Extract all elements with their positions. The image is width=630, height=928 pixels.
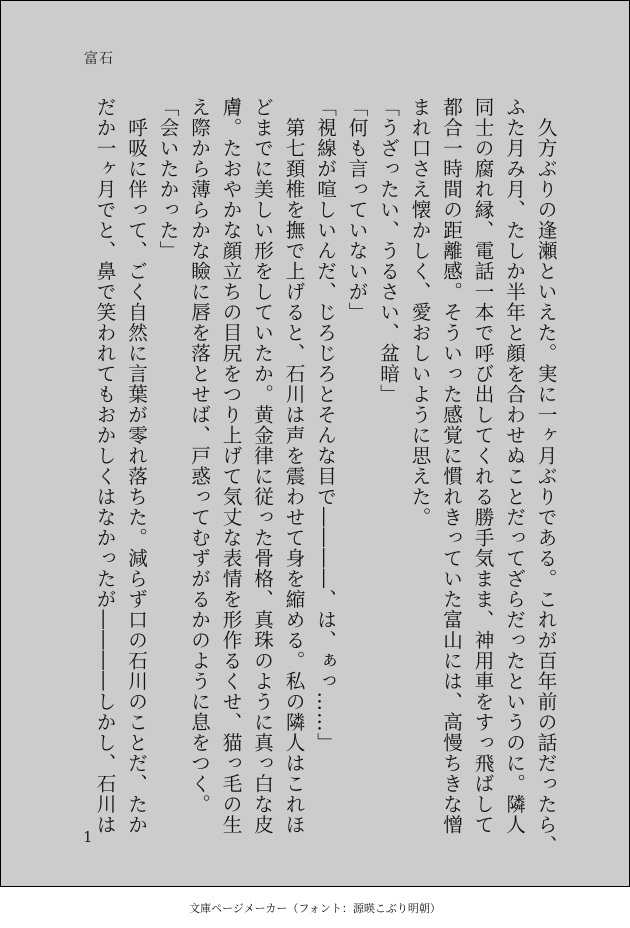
text-line: 同士の腐れ縁、電話一本で呼び出してくれる勝手気まま、神用車をすっ飛ばして (471, 97, 494, 835)
text-line: 「会いたかった」 (156, 97, 179, 261)
text-line: 都合一時間の距離感。そういった感覚に慣れきっていた富山には、高慢ちきな憎 (439, 97, 463, 835)
text-line: 久方ぶりの逢瀬といえた。実に一ヶ月ぶりである。これが百年前の話だったら、 (534, 97, 557, 856)
text-line: まれ口さえ懐かしく、愛おしいように思えた。 (408, 97, 431, 528)
text-line: 第七頚椎を撫で上げると、石川は声を震わせて身を縮める。私の隣人はこれほ (282, 97, 305, 835)
text-line: 「うざったい、うるさい、盆暗」 (376, 97, 400, 405)
vertical-body-text (89, 97, 562, 856)
footer-credit: 文庫ページメーカー（フォント：源暎こぶり明朝） (189, 902, 441, 915)
text-line: ふた月み月、たしか半年と顔を合わせぬことだってざらだったというのに。隣人 (502, 97, 526, 835)
text-line: 「視線が喧しいんだ、じろじろとそんな目で――――、は、ぁっ……」 (313, 97, 337, 753)
text-line: どまでに美しい形をしていたか。黄金律に従った骨格、真珠のように真っ白な皮 (250, 97, 274, 835)
page-number: 1 (83, 828, 93, 846)
page-header-title: 富石 (84, 51, 114, 67)
text-line: だか一ヶ月でと、鼻で笑われてもおかしくはなかったが――――しかし、石川は (93, 97, 116, 835)
text-line: 膚。たおやかな顔立ちの目尻をつり上げて気丈な表情を形作るくせ、猫っ毛の生 (219, 97, 242, 835)
text-line: え際から薄らかな瞼に唇を落とせば、戸惑ってむずがるかのように息をつく。 (187, 97, 211, 815)
text-line: 呼吸に伴って、ごく自然に言葉が零れ落ちた。減らず口の石川のことだ、たか (124, 97, 148, 835)
text-line: 「何も言っていないが」 (345, 97, 368, 323)
